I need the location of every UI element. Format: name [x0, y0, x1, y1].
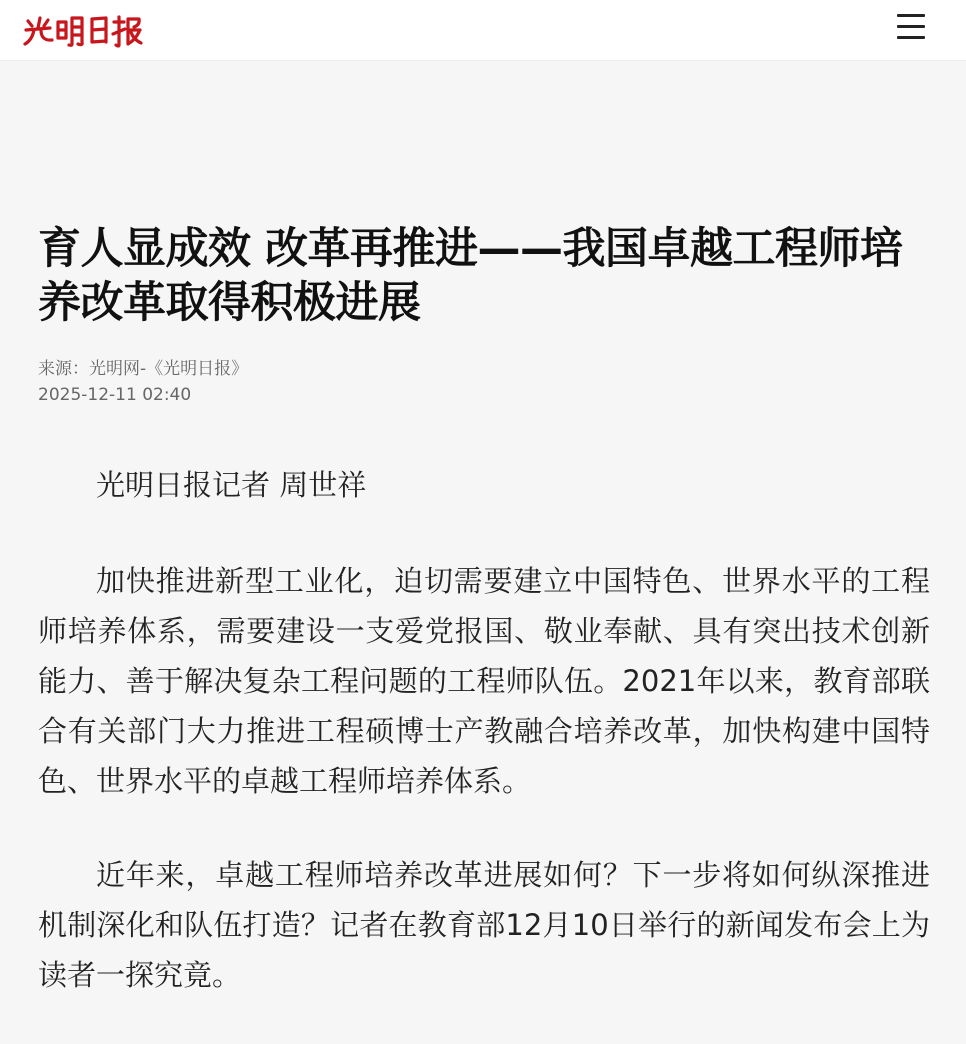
article-meta	[38, 356, 638, 408]
article-timestamp: 2025-12-11 02:40	[38, 385, 192, 405]
article-body	[38, 460, 930, 1044]
menu-line	[897, 36, 925, 39]
menu-line	[897, 14, 925, 17]
guangming-daily-logo[interactable]	[22, 12, 146, 48]
top-nav-bar	[0, 0, 966, 60]
hamburger-menu-icon[interactable]	[895, 13, 927, 41]
article-source: 来源：光明网-《光明日报》	[38, 359, 249, 379]
article-title: 育人显成效 改革再推进——我国卓越工程师培养改革取得积极进展	[38, 224, 903, 328]
article-byline: 光明日报记者 周世祥	[96, 468, 367, 502]
article-paragraph: 加快推进新型工业化，迫切需要建立中国特色、世界水平的工程师培养体系，需要建设一支爱党报国、敬业奉献、具有突出技术创新能力、善于解决复杂工程问题的工程师队伍。2021年以来，教育部联合有关部门大力推进工程硕博士产教融合培养改革，加快构建中国特色、世界水平的卓越工程师培养体系。	[38, 564, 930, 798]
article-paragraph: 近年来，卓越工程师培养改革进展如何？下一步将如何纵深推进机制深化和队伍打造？记者在教育部12月10日举行的新闻发布会上为读者一探究竟。	[38, 858, 930, 992]
menu-line	[897, 25, 925, 28]
